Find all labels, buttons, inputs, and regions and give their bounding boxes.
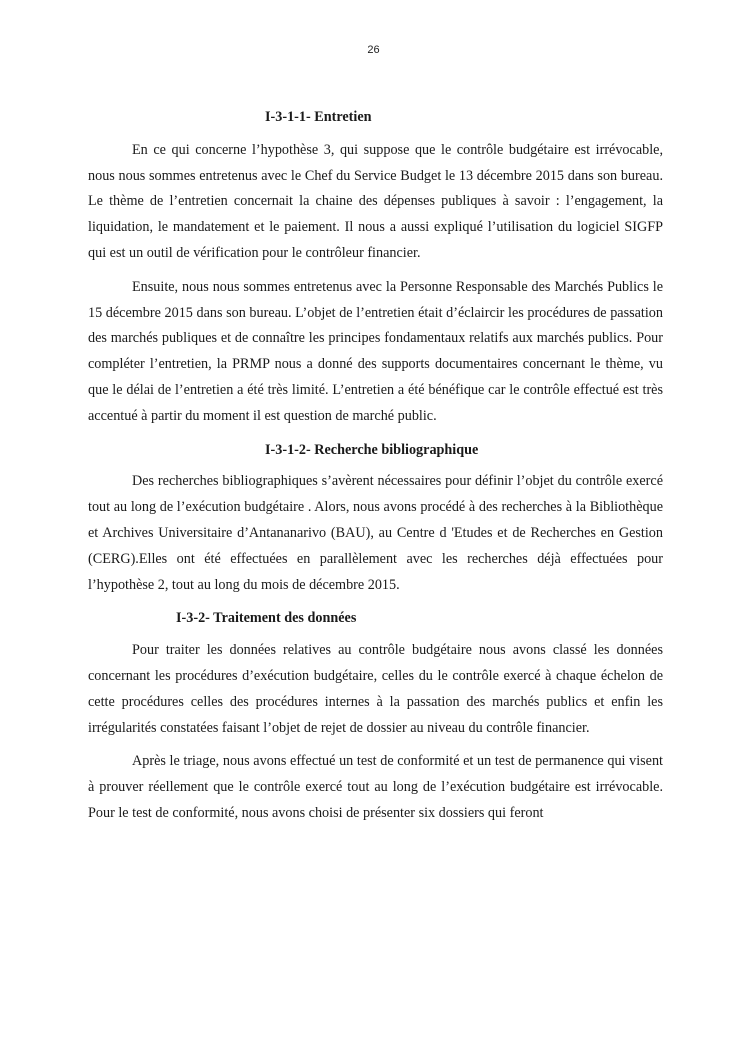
paragraph-traitement-1: Pour traiter les données relatives au contrôle budgétaire nous avons classé les données concernant les procédures d’exécution budgétaire, celles du le contrôle exercé à chaque échelon de cette procédures celles des procédures internes à la passation des marchés publics et enfin les irrégularités constatées faisant l’objet de rejet de dossier au niveau du contrôle financier. [88, 642, 663, 736]
paragraph-recherche-1: Des recherches bibliographiques s’avèrent nécessaires pour définir l’objet du contrôle exercé tout au long de l’exécution budgétaire . Alors, nous avons procédé à des recherches à la Bibliothèque et Archives Universitaire d’Antananarivo (BAU), au Centre d 'Etudes et de Recherches en Gestion (CERG).Elles ont été effectuées en parallèlement avec les recherches déjà effectuées pour l’hypothèse 2, tout au long du mois de décembre 2015. [88, 473, 663, 593]
page-number: 26 [367, 44, 380, 56]
paragraph-traitement-2: Après le triage, nous avons effectué un test de conformité et un test de permanence qui visent à prouver réellement que le contrôle exercé tout au long de l’exécution budgétaire est irrévocable. Pour le test de conformité, nous avons choisi de présenter six dossiers qui feront [88, 753, 663, 821]
paragraph-entretien-2: Ensuite, nous nous sommes entretenus avec la Personne Responsable des Marchés Publics le 15 décembre 2015 dans son bureau. L’objet de l’entretien était d’éclaircir les procédures de passation des marchés publiques et de connaître les principes fondamentaux relatifs aux marchés publics. Pour compléter l’entretien, la PRMP nous a donné des supports documentaires concernant le thème, vu que le délai de l’entretien a été très limité. L’entretien a été bénéfique car le contrôle effectué est très accentué à partir du moment il est question de marché public. [88, 278, 663, 424]
section-heading-traitement-donnees: I-3-2- Traitement des données [176, 610, 357, 627]
section-heading-recherche-bibliographique: I-3-1-2- Recherche bibliographique [265, 441, 479, 458]
paragraph-entretien-1: En ce qui concerne l’hypothèse 3, qui suppose que le contrôle budgétaire est irrévocable, nous nous sommes entretenus avec le Chef du Service Budget le 13 décembre 2015 dans son bureau. Le thème de l’entretien concernait la chaine des dépenses publiques à savoir : l’engagement, la liquidation, le mandatement et le paiement. Il nous a aussi expliqué l’utilisation du logiciel SIGFP qui est un outil de vérification pour le contrôleur financier. [88, 141, 663, 261]
section-heading-entretien: I-3-1-1- Entretien [265, 109, 372, 125]
document-body [88, 105, 663, 835]
